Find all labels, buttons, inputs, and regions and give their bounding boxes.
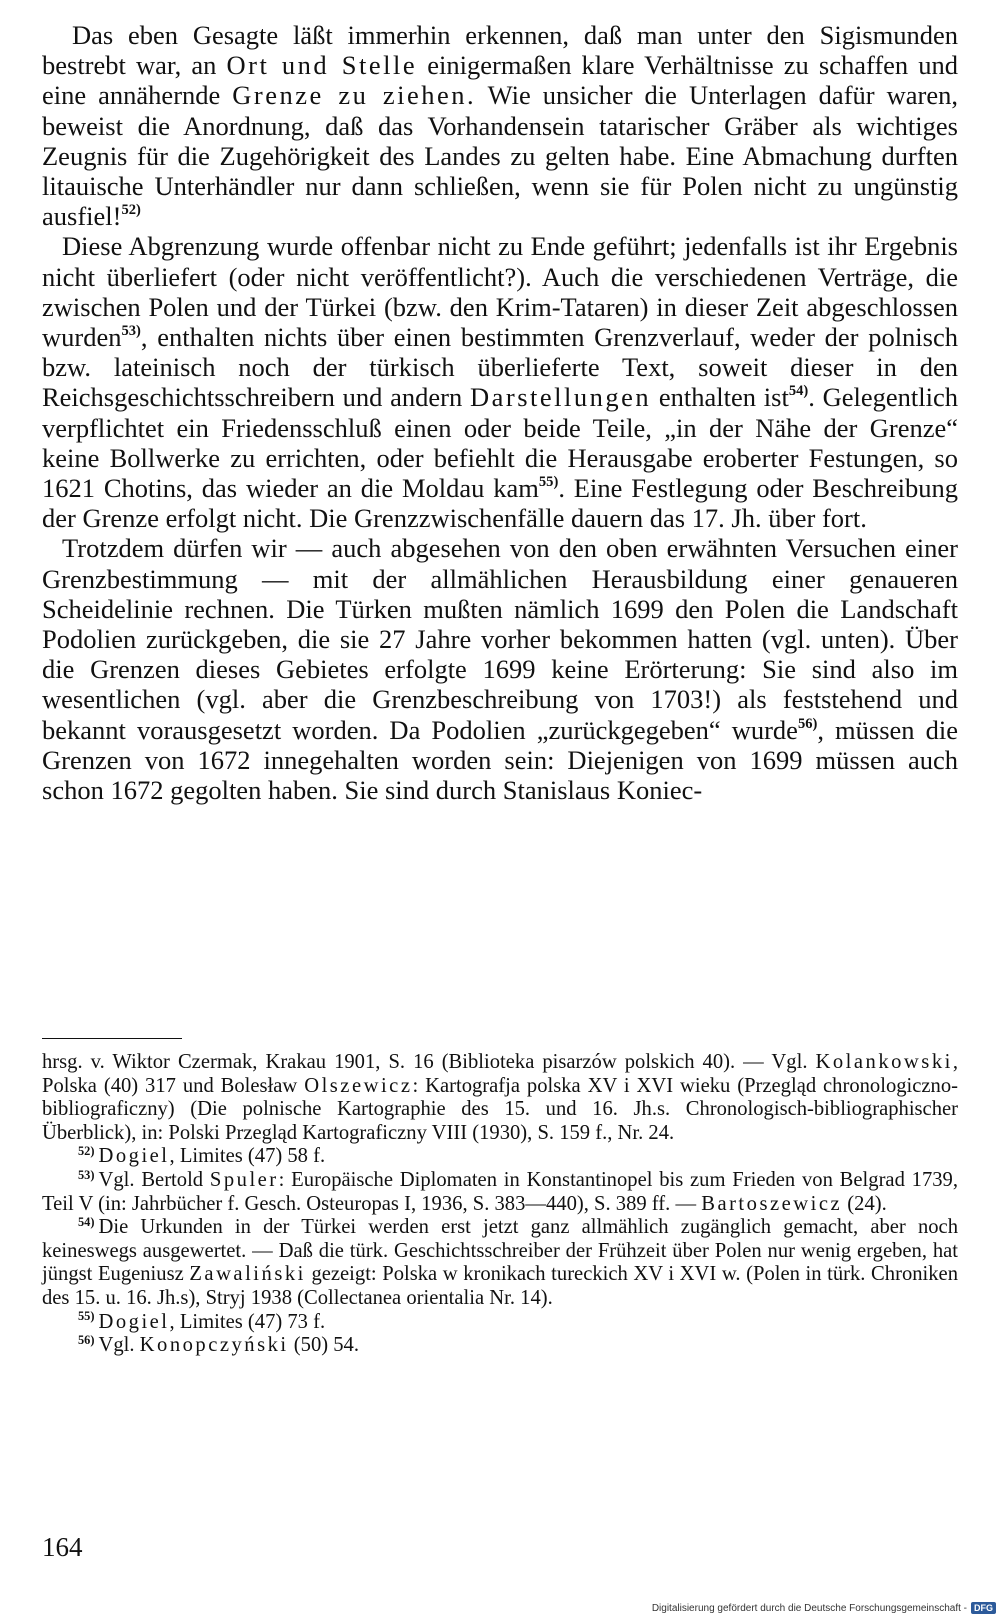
- text-run: , Limites (47) 58 f.: [169, 1145, 326, 1168]
- text-run: (24).: [842, 1192, 887, 1215]
- text-run: hrsg. v. Wiktor Czermak, Krakau 1901, S. 16 (Biblioteka pisarzów polskich 40). — Vgl.: [42, 1051, 816, 1073]
- author-name: Zawaliński: [189, 1263, 306, 1286]
- footnote-ref-54: 54): [788, 383, 809, 400]
- text-run: Diese Abgrenzung wurde offenbar nicht zu Ende geführt; jedenfalls ist ihr Ergebnis nicht überliefert (oder nicht veröffentlicht?). Auch die verschiedenen Verträge, die zwischen Polen und der Türkei (bzw. den Krim-Tataren) in dieser Zeit abgeschlossen wurden: [42, 231, 958, 353]
- text-run: Trotzdem dürfen wir — auch abgesehen von den oben erwähnten Versuchen einer Grenzbestimmung — mit der allmählichen Herausbildung einer genaueren Scheidelinie rechnen. Die Türken mußten nämlich 1699 den Polen die Landschaft Podolien zurückgeben, die sie 27 Jahre vorher bekommen hatten (vgl. unten). Über die Grenzen dieses Gebietes erfolgte 1699 keine Erörterung: Sie sind also im wesentlichen (vgl. aber die Grenzbeschreibung von 1703!) als feststehend und bekannt vorausgesetzt worden. Da Podolien „zurückgegeben“ wurde: [42, 533, 958, 745]
- footnote-52: [42, 1145, 958, 1169]
- footnote-continuation: [42, 1051, 958, 1145]
- spaced-text-run: Ort und Stelle: [226, 50, 418, 81]
- footnote-53: [42, 1169, 958, 1216]
- text-run: einigermaßen klare Verhältnisse zu schaffen und eine annähernde: [42, 50, 959, 111]
- author-name: Konopczyński: [139, 1334, 289, 1357]
- text-run: . Eine Festlegung oder Beschreibung der Grenze erfolgt nicht. Die Grenzzwischenfälle dauern das 17. Jh. über fort.: [42, 473, 958, 534]
- text-run: (50) 54.: [288, 1334, 359, 1357]
- text-run: , müssen die Grenzen von 1672 innegehalten worden sein: Diejenigen von 1699 müssen auch schon 1672 gegolten haben. Sie sind durch Stanislaus Koniec-: [42, 714, 959, 806]
- credit-text: Digitalisierung gefördert durch die Deutsche Forschungsgemeinschaft -: [651, 1602, 967, 1614]
- text-run: Die Urkunden in der Türkei werden erst jetzt ganz allmählich zugänglich gemacht, aber noch keineswegs ausgewertet. — Daß die türk. Geschichtsschreiber der Frühzeit über Polen nur wenig ergeben, hat jüngst Eugeniusz: [42, 1216, 958, 1286]
- footnote-55: [42, 1311, 958, 1335]
- footnote-number: 56): [78, 1332, 95, 1347]
- footnote-ref-52: 52): [121, 202, 141, 219]
- text-run: : Europäische Diplomaten in Konstantinopel bis zum Frieden von Belgrad 1739, Teil V (in: Jahrbücher f. Gesch. Osteuropas I, 1936, S. 383—440), S. 389 ff. —: [42, 1168, 958, 1215]
- spaced-text-run: Grenze zu ziehen.: [232, 80, 477, 111]
- footnote-ref-56: 56): [797, 715, 818, 732]
- author-name: Kolankowski: [815, 1051, 953, 1073]
- footnotes: [42, 1051, 958, 1358]
- author-name: Spuler: [209, 1168, 279, 1191]
- author-name: Olszewicz: [304, 1074, 413, 1097]
- footnote-56: [42, 1334, 958, 1358]
- footnote-number: 52): [78, 1143, 95, 1158]
- author-name: Dogiel: [98, 1145, 170, 1168]
- footnote-ref-53: 53): [121, 323, 141, 340]
- dfg-logo: DFG: [971, 1602, 996, 1614]
- author-name: Dogiel: [98, 1310, 170, 1333]
- text-run: Vgl. Bertold: [98, 1168, 210, 1191]
- text-run: : Kartografja polska XV i XVI wieku (Przegląd chronologiczno-bibliograficzny) (Die polnische Kartographie des 15. und 16. Jh.s. Chronologisch-bibliographischer Überblick), in: Polski Przegląd Kartograficzny VIII (1930), S. 159 f., Nr. 24.: [42, 1074, 959, 1144]
- paragraph-2: [42, 231, 958, 533]
- footnote-54: [42, 1216, 958, 1310]
- main-text: [42, 20, 958, 805]
- text-run: , enthalten nichts über einen bestimmten Grenzverlauf, weder der polnisch bzw. lateinisch noch der türkisch überlieferte Text, soweit dieser in den Reichsgeschichtsschreibern und andern: [42, 322, 958, 413]
- text-run: gezeigt: Polska w kronikach tureckich XV i XVI w. (Polen in türk. Chroniken des 15. u. 16. Jh.s), Stryj 1938 (Collectanea orientalia Nr. 14).: [42, 1263, 958, 1309]
- footnote-number: 55): [78, 1309, 95, 1324]
- text-run: , Limites (47) 73 f.: [169, 1310, 326, 1333]
- text-run: Wie unsicher die Unterlagen dafür waren, beweist die Anordnung, daß das Vorhandensein tatarischer Gräber als wichtiges Zeugnis für die Zugehörigkeit des Landes zu gelten habe. Eine Abmachung durften litauische Unterhändler nur dann schließen, wenn sie für Polen nicht zu ungünstig ausfiel!: [42, 80, 958, 232]
- text-run: , Polska (40) 317 und Bolesław: [42, 1051, 958, 1097]
- text-run: enthalten ist: [651, 382, 789, 413]
- footnote-number: 54): [78, 1214, 95, 1229]
- paragraph-1: [42, 20, 958, 231]
- footnote-divider: [42, 1038, 182, 1039]
- paragraph-3: [42, 533, 958, 805]
- text-run: Das eben Gesagte läßt immerhin erkennen, daß man unter den Sigismunden bestrebt war, an: [42, 20, 958, 81]
- author-name: Bartoszewicz: [701, 1192, 843, 1215]
- text-run: . Gelegentlich verpflichtet ein Friedensschluß einen oder beide Teile, „in der Nähe der Grenze“ keine Bollwerke zu errichten, oder befiehlt die Herausgabe eroberter Festungen, so 1621 Chotins, das wieder an die Moldau kam: [42, 382, 958, 504]
- page-body: [42, 20, 958, 805]
- footnote-number: 53): [78, 1167, 95, 1182]
- spaced-text-run: Darstellungen: [469, 382, 652, 413]
- text-run: Vgl.: [98, 1334, 140, 1357]
- footnote-ref-55: 55): [538, 474, 559, 491]
- digitization-credit: [652, 1602, 996, 1614]
- page-number: 164: [42, 1532, 83, 1562]
